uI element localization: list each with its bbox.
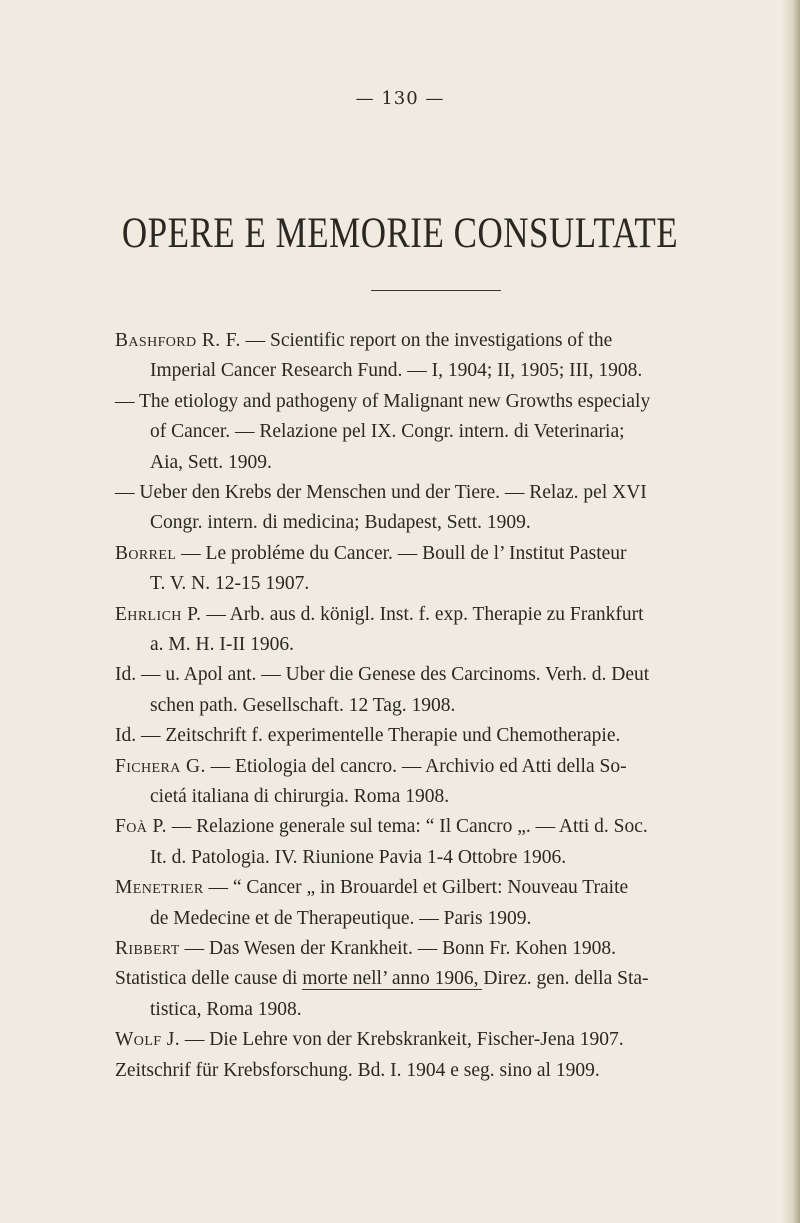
- reference-line: [115, 602, 644, 628]
- reference-text: — Relazione generale sul tema: “ Il Cancro „. — Atti d. Soc.: [166, 816, 648, 838]
- reference-line: [115, 541, 627, 567]
- reference-text: — “ Cancer „ in Brouardel et Gilbert: Nouveau Traite: [203, 877, 629, 899]
- reference-line: — Ueber den Krebs der Menschen und der Tiere. — Relaz. pel XVI: [115, 482, 647, 503]
- reference-line: [115, 754, 627, 780]
- reference-continuation-line: a. M. H. I-II 1906.: [150, 634, 295, 655]
- reference-text: — Scientific report on the investigations of the: [240, 330, 613, 351]
- reference-text: — Etiologia del cancro. — Archivio ed Atti della So-: [205, 755, 627, 777]
- reference-author: Bashford R. F.: [115, 330, 241, 351]
- reference-continuation-line: de Medecine et de Therapeutique. — Paris 1909.: [150, 907, 532, 929]
- reference-continuation-line: cietá italiana di chirurgia. Roma 1908.: [150, 786, 450, 807]
- reference-continuation-line: Aia, Sett. 1909.: [150, 451, 272, 473]
- title-divider: [371, 290, 501, 291]
- reference-continuation-line: schen path. Gesellschaft. 12 Tag. 1908.: [150, 694, 456, 716]
- reference-continuation-line: Imperial Cancer Research Fund. — I, 1904; II, 1905; III, 1908.: [150, 360, 643, 382]
- reference-continuation-line: T. V. N. 12-15 1907.: [150, 573, 310, 595]
- reference-author: Foà P.: [115, 816, 167, 838]
- reference-author: Ehrlich P.: [115, 603, 202, 625]
- reference-line: [115, 328, 612, 354]
- reference-author: Wolf J.: [115, 1029, 180, 1051]
- reference-line: — The etiology and pathogeny of Malignant new Growths especialy: [115, 390, 651, 412]
- reference-author: Ribbert: [115, 938, 180, 959]
- reference-author: Menetrier: [115, 877, 204, 899]
- reference-line: Zeitschrif für Krebsforschung. Bd. I. 1904 e seg. sino al 1909.: [115, 1059, 600, 1081]
- reference-line: [115, 875, 628, 901]
- reference-line: Statistica delle cause di morte nell’ anno 1906, Direz. gen. della Sta-: [115, 968, 649, 990]
- reference-continuation-line: of Cancer. — Relazione pel IX. Congr. intern. di Veterinaria;: [150, 421, 625, 443]
- reference-line: Id. — Zeitschrift f. experimentelle Therapie und Chemotherapie.: [115, 725, 621, 747]
- reference-author: Fichera G.: [115, 755, 206, 777]
- reference-text: — Das Wesen der Krankheit. — Bonn Fr. Kohen 1908.: [179, 938, 616, 959]
- reference-continuation-line: tistica, Roma 1908.: [150, 998, 302, 1020]
- end-divider: [302, 989, 482, 990]
- reference-text: — Le probléme du Cancer. — Boull de l’ Institut Pasteur: [176, 542, 627, 564]
- page-title: OPERE E MEMORIE CONSULTATE: [121, 208, 679, 257]
- reference-line: Id. — u. Apol ant. — Uber die Genese des Carcinoms. Verh. d. Deut: [115, 664, 650, 686]
- reference-text: — Die Lehre von der Krebskrankeit, Fischer-Jena 1907.: [180, 1029, 624, 1051]
- reference-line: [115, 814, 648, 840]
- page-number: — 130 —: [355, 88, 445, 109]
- reference-line: [115, 1027, 624, 1053]
- reference-text: — Arb. aus d. königl. Inst. f. exp. Therapie zu Frankfurt: [201, 603, 644, 625]
- reference-continuation-line: Congr. intern. di medicina; Budapest, Sett. 1909.: [150, 512, 531, 534]
- reference-author: Borrel: [115, 542, 177, 564]
- page-edge-shadow: [782, 0, 800, 1223]
- reference-line: [115, 936, 616, 962]
- reference-continuation-line: It. d. Patologia. IV. Riunione Pavia 1-4 Ottobre 1906.: [150, 846, 567, 868]
